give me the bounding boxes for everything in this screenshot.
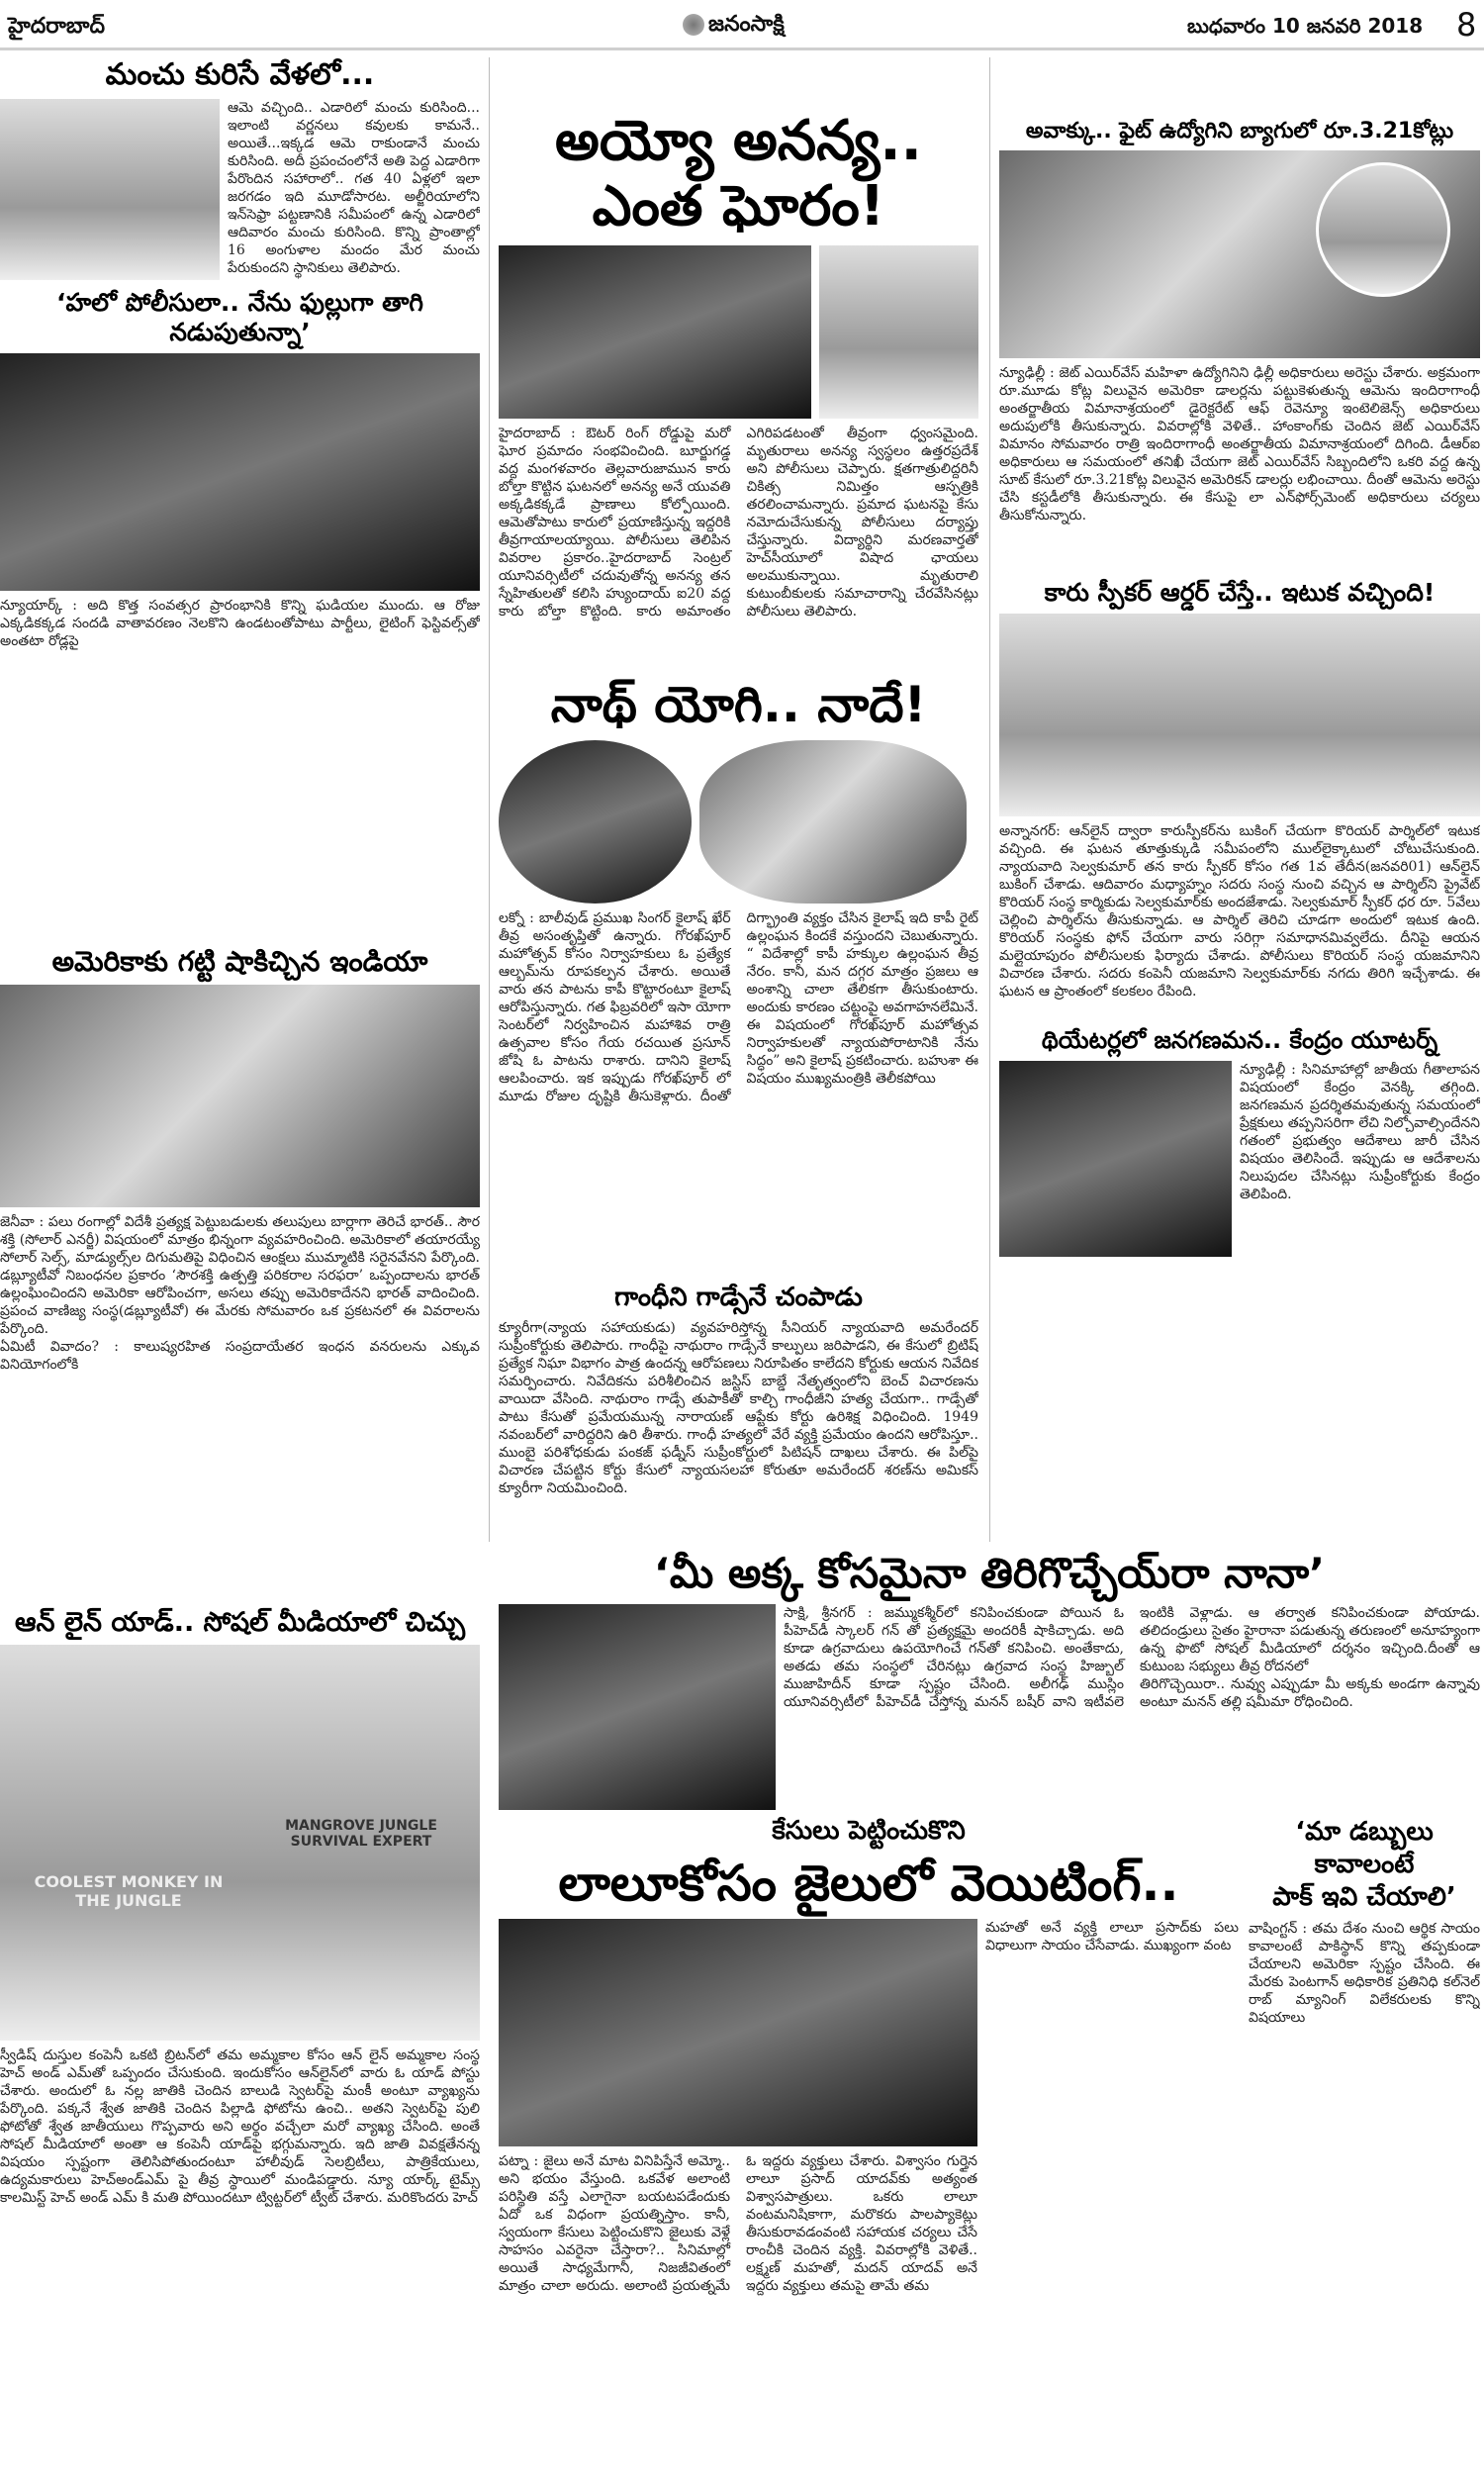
headline-kashmir: ‘మీ అక్క కోసమైనా తిరిగొచ్చేయ్‌రా నానా’ (653, 1549, 1326, 1597)
headline-ananya-line2: ఎంత ఘోరం! (592, 174, 885, 238)
headline-ananya (499, 109, 978, 239)
headline-pak-line2: పాక్ ఇవి చేయాలి’ (1272, 1882, 1456, 1913)
article-body-kashmir: సాక్షి, శ్రీనగర్ : జమ్ముకశ్మీర్‌లో కనిపించకుండా పోయిన ఓ పీహెచ్‌డీ స్కాలర్ గన్ తో ప్రత్యక్షమై అందరికీ షాకిచ్చాడు. అది కూడా ఉగ్రవాదులు ఉపయోగించే గన్‌తో కనిపించి. అంతేకాదు, అతడు తమ సంస్థలో చేరినట్లు ఉగ్రవాద సంస్థ హిజ్బుల్ ముజాహిదీన్ కూడా స్పష్టం చేసింది. అలీగఢ్ ముస్లిం యూనివర్సిటీలో పీహెచ్‌డీ చేస్తోన్న మనన్ బషీర్ వాని ఇటీవలె ఇంటికి వెళ్లాడు. ఆ తర్వాత కనిపించకుండా పోయాడు. తలిదండ్రులు సైతం హైరానా పడుతున్న తరుణంలో అనూహ్యంగా ఉన్న ఫొటో సోషల్ మీడియాలో దర్శనం ఇచ్చింది.దీంతో ఆ కుటుంబ సభ్యులు తీవ్ర రోదనలో తిరిగొచ్చెయిరా.. నువ్వు ఎప్పుడూ మీ అక్కకు అండగా ఉన్నావు అంటూ మనన్ తల్లి షమీమా రోధించింది. (784, 1605, 1480, 1711)
lalu-pak-row (499, 1816, 1480, 2464)
middle-column (499, 109, 978, 1539)
headline-police: ‘హలో పోలీసులా.. నేను ఫుల్లుగా తాగి నడుపుతున్నా’ (55, 288, 423, 346)
hm-ad-children-photo (0, 1645, 480, 2041)
headline-online-ad: ఆన్ లైన్ యాడ్.. సోషల్ మీడియాలో చిచ్చు (14, 1606, 466, 1638)
car-accident-photo (499, 245, 811, 419)
headline-ananya-line1: అయ్యో అనన్య.. (555, 109, 922, 173)
page-number: 8 (1456, 6, 1477, 44)
lalu-prasad-photo (499, 1919, 977, 2146)
sahara-snow-photo (0, 99, 220, 280)
snow-row (0, 99, 480, 282)
night-road-photo (0, 353, 480, 591)
issue-date: బుధవారం 10 జనవరి 2018 (1187, 14, 1424, 38)
article-body-gandhi: క్యూరీగా(న్యాయ సహాయకుడు) వ్యవహరిస్తోన్న సీనియర్ న్యాయవాది అమరేందర్ సుప్రీంకోర్టుకు తెలిపారు. గాంధీపై నాథురాం గాడ్సేనే కాల్పులు జరిపాడని, ఈ కేసులో బ్రిటిష్ ప్రత్యేక నిఘా విభాగం పాత్ర ఉందన్న ఆరోపణలు నిరూపితం కాలేదని కోర్టుకు ఆయన నివేదిక సమర్పించారు. నివేదికను పరిశీలించిన జస్టిస్ బాబ్డే నేతృత్వంలోని బెంచ్ విచారణను వాయిదా వేసింది. నాథురాం గాడ్సే తుపాకీతో కాల్చి గాంధీజీని హత్య చేయగా.. గాడ్సేతో పాటు కేసుతో ప్రమేయమున్న నారాయణ్ ఆప్టేకు కోర్టు ఉరిశిక్ష విధించింది. 1949 నవంబర్‌లో వారిద్దరిని ఉరి తీశారు. గాంధీ హత్యలో వేరే వ్యక్తి ప్రమేయం ఉందని ఆరోపిస్తూ.. ముంబై పరిశోధకుడు పంకజ్ ఫడ్నీస్ సుప్రీంకోర్టులో పిటిషన్ దాఖలు చేశారు. ఈ పిల్‌పై విచారణ చేపట్టిన కోర్టు కేసులో న్యాయసలహా కోరుతూ అమరేందర్ శరణ్‌ను అమికస్ క్యూరీగా నియమించింది. (499, 1319, 978, 1496)
header-divider (0, 48, 1484, 50)
kashmir-scholar-photo (499, 1604, 776, 1810)
pak-block (1249, 1816, 1480, 2464)
hoodie-text-2: MANGROVE JUNGLE SURVIVAL EXPERT (285, 1817, 437, 1850)
currency-bag-photo (999, 150, 1480, 358)
headline-india-us: అమెరికాకు గట్టి షాకిచ్చిన ఇండియా (51, 944, 428, 978)
yogi-photo (499, 740, 692, 904)
headline-theatre: థియేటర్లలో జనగణమన.. కేంద్రం యూటర్న్ (1041, 1026, 1438, 1055)
article-body-lalu: పట్నా : జైలు అనే మాట వినిపిస్తేనే అమ్మో.. అని భయం వేస్తుంది. ఒకవేళ అలాంటి పరిస్థితి వస్తే ఎలాగైనా బయటపడేందుకు ఏదో ఒక విధంగా ప్రయత్నిస్తాం. కానీ, స్వయంగా కేసులు పెట్టించుకొని జైలుకు వెళ్లే సాహసం ఎవరైనా చేస్తారా?.. సినిమాల్లో అయితే సాధ్యమేగానీ, నిజజీవితంలో మాత్రం చాలా అరుదు. అలాంటి ప్రయత్నమే ఓ ఇద్దరు వ్యక్తులు చేశారు. విశ్వాసం గుర్తైన లాలూ ప్రసాద్ యాదవ్‌కు అత్యంత విశ్వాసపాత్రులు. ఒకరు లాలూ వంటమనిషికాగా, మరొకరు పాలప్యాకెట్లు తీసుకురావడంవంటి సహాయక చర్యలు చేసే రాంచీకి చెందిన వ్యక్తి. వివరాల్లోకి వెళితే.. లక్ష్మణ్ మహతో, మదన్ యాదవ్ అనే ఇద్దరు వ్యక్తులు తమపై తామే తమ (499, 2152, 977, 2294)
headline-speaker: కారు స్పీకర్ ఆర్డర్ చేస్తే.. ఇటుక వచ్చింది! (1044, 578, 1436, 608)
city-label: హైదరాబాద్ (8, 14, 105, 39)
article-body-yogi: లక్నో : బాలీవుడ్ ప్రముఖ సింగర్ కైలాష్ ఖేర్ తీవ్ర అసంతృప్తితో ఉన్నారు. గోరఖ్‌పూర్ మహోత్సవ్ కోసం నిర్వాహకులు ఓ ప్రత్యేక ఆల్బమ్‌ను రూపకల్పన చేశారు. అయితే వారు తన పాటను కాపీ కొట్టారంటూ కైలాష్ ఆరోపిస్తున్నారు. గత ఫిబ్రవరిలో ఇసా యోగా సెంటర్‌లో నిర్వహించిన మహాశివ రాత్రి ఉత్సవాల కోసం గేయ రచయిత ప్రసూన్ జోషి ఓ పాటను రాశారు. దానిని కైలాష్ ఆలపించారు. ఇక ఇప్పుడు గోరఖ్‌పూర్ లో మూడు రోజుల దృష్టికి తీసుకెళ్లారు. దీంతో దిగ్భ్రాంతి వ్యక్తం చేసిన కైలాష్ ఇది కాపీ రైట్ ఉల్లంఘన కిందకే వస్తుందని చెబుతున్నారు. “ విదేశాల్లో కాపీ హక్కుల ఉల్లంఘన తీవ్ర నేరం. కానీ, మన దగ్గర మాత్రం ప్రజలు ఆ అంశాన్ని చాలా తేలికగా తీసుకుంటారు. అందుకు కారణం చట్టంపై అవగాహనలేమినే. ఈ విషయంలో గోరఖ్‌పూర్ మహోత్సవ నిర్వాహకులతో న్యాయపోరాటానికి నేను సిద్ధం” అని కైలాష్ ప్రకటించారు. బహుశా ఈ విషయం ముఖ్యమంత్రికి తెలీకపోయి (499, 910, 978, 1104)
bottom-section (499, 1549, 1480, 2464)
ananya-photos (499, 245, 978, 419)
article-body-theatre: న్యూఢిల్లీ : సినిమాహాల్లో జాతీయ గీతాలాపన విషయంలో కేంద్రం వెనక్కి తగ్గింది. జనగణమన ప్రదర్శితమవుతున్న సమయంలో ప్రేక్షకులు తప్పనిసరిగా లేచి నిల్చోవాల్సిందేనని గతంలో ప్రభుత్వం ఆదేశాలు జారీ చేసిన విషయం తెలిసిందే. ఇప్పుడు ఆ ఆదేశాలను నిలుపుదల చేసినట్లు సుప్రీంకోర్టుకు కేంద్రం తెలిపింది. (1240, 1061, 1480, 1202)
headline-jet: అవాక్కు.. ఫైట్ ఉద్యోగిని బ్యాగులో రూ.3.21కోట్లు (1025, 119, 1454, 143)
logo-icon (683, 14, 704, 36)
hoodie-text-1: COOLEST MONKEY IN THE JUNGLE (34, 1871, 224, 1910)
newspaper-name: జనంసాక్షి (708, 12, 785, 37)
right-column (999, 119, 1480, 1539)
lalu-block (499, 1816, 1239, 2464)
headline-pak (1249, 1816, 1480, 1914)
employee-portrait-photo (1316, 162, 1450, 297)
headline-gandhi: గాంధీని గాడ్సేనే చంపాడు (614, 1282, 863, 1312)
headline-snow: మంచు కురిసే వేళలో... (105, 57, 375, 92)
cityscape-flag-photo (999, 1061, 1232, 1257)
headline-lalu: లాలూకోసం జైలులో వెయిటింగ్.. (558, 1854, 1179, 1912)
headline-yogi: నాథ్ యోగి.. నాదే! (550, 676, 927, 733)
kailash-kher-photo (699, 740, 967, 904)
theatre-row (999, 1061, 1480, 1539)
article-body-pak: వాషింగ్టన్ : తమ దేశం నుంచి ఆర్థిక సాయం కావాలంటే పాకిస్థాన్ కొన్ని తప్పకుండా చేయాలని అమెరికా స్పష్టం చేసింది. ఈ మేరకు పెంటగాన్ అధికారిక ప్రతినిధి కల్‌నెల్ రాబ్ మ్యానింగ్ విలేకరులకు కొన్ని విషయాలు (1249, 1921, 1480, 2027)
article-body-india-us: జెనీవా : పలు రంగాల్లో విదేశీ ప్రత్యక్ష పెట్టుబడులకు తలుపులు బార్లాగా తెరిచే భారత్.. సౌర శక్తి (సోలార్ ఎనర్జీ) విషయంలో మాత్రం భిన్నంగా వ్యవహరించింది. అమెరికాలో తయారయ్యే సోలార్ సెల్స్, మాడ్యుల్స్‌ల దిగుమతిపై విధించిన ఆంక్షలు ముమ్మాటికి సరైనవేనని పేర్కొంది. డబ్ల్యూటీవో నిబంధనల ప్రకారం ‘సౌరశక్తి ఉత్పత్తి పరికరాల సరఫరా’ ఒప్పందాలను భారత్ ఉల్లంఘించిందని అమెరికా ఆరోపించగా, అసలు తప్పు అమెరికాదేనని భారత్ వాదించింది. ప్రపంచ వాణిజ్య సంస్థ(డబ్ల్యూటీవో) ఈ మేరకు సోమవారం ఒక ప్రకటనలో ఈ వివరాలను పేర్కొంది. ఏమిటీ వివాదం? : కాలుష్యరహిత సంప్రదాయేతర ఇంధన వనరులను ఎక్కువ వినియోగంలోకి (0, 1213, 480, 1373)
article-body-online-ad: స్వీడిష్ దుస్తుల కంపెనీ ఒకటి బ్రిటన్‌లో తమ అమ్మకాల కోసం ఆన్ లైన్ అమ్మకాల సంస్థ హెచ్ అండ్ ఎమ్‌తో ఒప్పందం చేసుకుంది. ఇందుకోసం ఆన్‌లైన్‌లో వారు ఓ యాడ్ పోస్టు చేశారు. అందులో ఓ నల్ల జాతికి చెందిన బాలుడి స్వెటర్‌పై మంకీ అంటూ వ్యాఖ్యను పేర్కొంది. పక్కనే శ్వేత జాతికి చెందిన పిల్లాడి ఫోటోను ఉంచి.. అతని స్వెటర్‌పై పులి ఫోటోతో శ్వేత జాతీయులు గొప్పవారు అని అర్థం వచ్చేలా మరో వ్యాఖ్య చేసింది. అంతే సోషల్ మీడియాలో అంతా ఆ కంపెనీ యాడ్‌పై భగ్గుమన్నారు. ఇది జాతి వివక్షతేనన్న విషయం స్పష్టంగా తెలిసిపోతుందంటూ హాలీవుడ్ సెలబ్రిటీలు, పాత్రికేయులు, ఉద్యమకారులు హెచ్‌అండ్‌ఎమ్ పై తీవ్ర స్థాయిలో మండిపడ్డారు. న్యూ యార్క్ టైమ్స్ కాలమిస్ట్ హెచ్ అండ్ ఎమ్ కి మతి పోయిందటూ ట్విట్టర్‌లో ట్వీట్ చేశారు. మరికొందరు హెచ్ (0, 2047, 480, 2206)
article-body-speaker: అన్నానగర్: ఆన్‌లైన్ ద్వారా కారుస్పీకర్‌ను బుకింగ్ చేయగా కొరియర్ పార్శిల్‌లో ఇటుక వచ్చింది. ఈ ఘటన తూత్తుక్కుడి సమీపంలోని ముల్‌లైక్కాటులో చోటుచేసుకుంది. న్యాయవాది సెల్వకుమార్ తన కారు స్పీకర్ కోసం గత 1వ తేదీన(జనవరి01) ఆన్‌లైన్ బుకింగ్ చేశాడు. ఆదివారం మధ్యాహ్నం సదరు సంస్థ నుంచి వచ్చిన ఆ పార్శిల్‌ని ప్రైవేట్ కొరియర్ సంస్థ కార్మికుడు సెల్వకుమార్‌కు అందజేశాడు. సెల్వకుమార్ స్పీకర్ ధర రూ. 5వేలు చెల్లించి పార్శిల్‌ను తీసుకున్నాడు. ఆ పార్శిల్ తెరిచి చూడగా అందులో ఇటుక ఉంది. కొరియర్ సంస్థకు ఫోన్ చేయగా వారు సరిగ్గా సమాధానమివ్వలేదు. దీనిపై ఆయన మల్లైయాపురం పోలీసులకు ఫిర్యాదు చేశాడు. పోలీసులు కొరియర్ సంస్థ యజమానిని విచారణ చేశారు. సదరు కంపెనీ యజమాని సెల్వకుమార్‌కు నగదు తిరిగి ఇచ్చేశాడు. ఈ ఘటన ఆ ప్రాంతంలో కలకలం రేపింది. (999, 823, 1480, 1000)
column-divider (489, 57, 490, 1542)
ananya-portrait-photo (819, 245, 978, 419)
kashmir-row (499, 1604, 1480, 1810)
brick-photo (999, 614, 1480, 816)
lalu-main (499, 1919, 977, 2464)
newspaper-logo (683, 12, 785, 42)
lalu-kicker: కేసులు పెట్టించుకొని (772, 1816, 966, 1847)
article-body-lalu-cont: మహతో అనే వ్యక్తి లాలూ ప్రసాద్‌కు పలు విధాలుగా సాయం చేసేవాడు. ముఖ్యంగా వంట (985, 1919, 1239, 1953)
headline-pak-line1: ‘మా డబ్బులు కావాలంటే (1295, 1817, 1434, 1880)
column-divider (989, 57, 990, 1542)
yogi-photos (499, 740, 978, 904)
us-india-flags-photo (0, 985, 480, 1207)
article-body-ananya: హైదరాబాద్ : ఔటర్ రింగ్ రోడ్డుపై మరో ఘోర ప్రమాదం సంభవించింది. బూర్జుగడ్డ వద్ద మంగళవారం తెల్లవారుజామున కారు బోల్తా కొట్టిన ఘటనలో అనన్య అనే యువతి అక్కడికక్కడే ప్రాణాలు కోల్పోయింది. ఆమెతోపాటు కారులో ప్రయాణిస్తున్న ఇద్దరికి తీవ్రగాయాలయ్యాయి. పోలీసులు తెలిపిన వివరాల ప్రకారం..హైదరాబాద్ సెంట్రల్ యూనివర్సిటీలో చదువుతోన్న అనన్య తన స్నేహితులతో కలిసి హ్యుందాయ్ ఐ20 వద్ద కారు బోల్తా కొట్టింది. కారు అమాంతం ఎగిరిపడటంతో తీవ్రంగా ధ్వంసమైంది. మృతురాలు అనన్య స్వస్థలం ఉత్తరప్రదేశ్ అని పోలీసులు చెప్పారు. క్షతగాత్రులిద్దరినీ చికిత్స నిమిత్తం ఆస్పత్రికి తరలించామన్నారు. ప్రమాద ఘటనపై కేసు నమోదుచేసుకున్న పోలీసులు దర్యాప్తు చేస్తున్నారు. విద్యార్థిని మరణవార్తతో హెచ్‌సీయూలో విషాద ఛాయలు అలముకున్నాయి. మృతురాలి కుటుంబీకులకు సమాచారాన్ని చేరవేసినట్లు పోలీసులు తెలిపారు. (499, 426, 978, 619)
left-column (0, 57, 480, 2457)
article-body-police: న్యూయార్క్ : అది కొత్త సంవత్సర ప్రారంభానికి కొన్ని ఘడియల ముందు. ఆ రోజు ఎక్కడికక్కడ సందడి వాతావరణం నెలకొని ఉండటంతోపాటు పార్టీలు, లైటింగ్ ఫెస్టివల్స్‌తో అంతటా రోడ్లపై (0, 598, 480, 649)
article-body-jet: న్యూఢిల్లీ : జెట్ ఎయిర్‌వేస్ మహిళా ఉద్యోగినిని ఢిల్లీ అధికారులు అరెస్టు చేశారు. అక్రమంగా రూ.మూడు కోట్ల విలువైన అమెరికా డాలర్లను పట్టుకెళుతున్న ఆమెను ఇందిరాగాంధీ అంతర్జాతీయ విమానాశ్రయంలో డైరెక్టరేట్ ఆఫ్ రెవెన్యూ ఇంటెలిజెన్స్ అధికారులు అదుపులోకి తీసుకున్నారు. వివరాల్లోకి వెళితే.. హాంకాంగ్‌కు చెందిన జెట్ ఎయిర్‌వేస్ విమానం సోమవారం రాత్రి ఇందిరాగాంధీ అంతర్జాతీయ విమానాశ్రయంలో దిగింది. డీఆర్‌ఐ అధికారులు ఆ సమయంలో తనిఖీ చేయగా జెట్ ఎయిర్‌వేస్ సిబ్బందిలోని ఒకరి వద్ద ఉన్న సూట్ కేసులో రూ.3.21కోట్ల విలువైన అమెరికన్ డాలర్లు లభించాయి. దీంతో ఆమెను అరెస్టు చేసి కస్టడీలోకి తీసుకున్నారు. ఈ కేసుపై లా ఎన్‌ఫోర్స్‌మెంట్ అధికారులు చర్యలు తీసుకోనున్నారు. (999, 365, 1480, 524)
article-body-snow: ఆమె వచ్చింది.. ఎడారిలో మంచు కురిసింది... ఇలాంటి వర్ణనలు కవులకు కామనే.. అయితే...ఇక్కడ ఆమె రాకుండానే మంచు కురిసింది. అదీ ప్రపంచంలోనే అతి పెద్ద ఎడారిగా పేరొందిన సహారాలో.. గత 40 ఏళ్లలో ఇలా జరగడం ఇది మూడోసారట. అల్జీరియాలోని ఇన్‌సెఫ్రా పట్టణానికి సమీపంలో ఉన్న ఎడారిలో ఆదివారం మంచు కురిసింది. కొన్ని ప్రాంతాల్లో 16 అంగుళాల మందం మేర మంచు పేరుకుందని స్థానికులు తెలిపారు. (228, 100, 480, 276)
lalu-body-row (499, 1919, 1239, 2464)
